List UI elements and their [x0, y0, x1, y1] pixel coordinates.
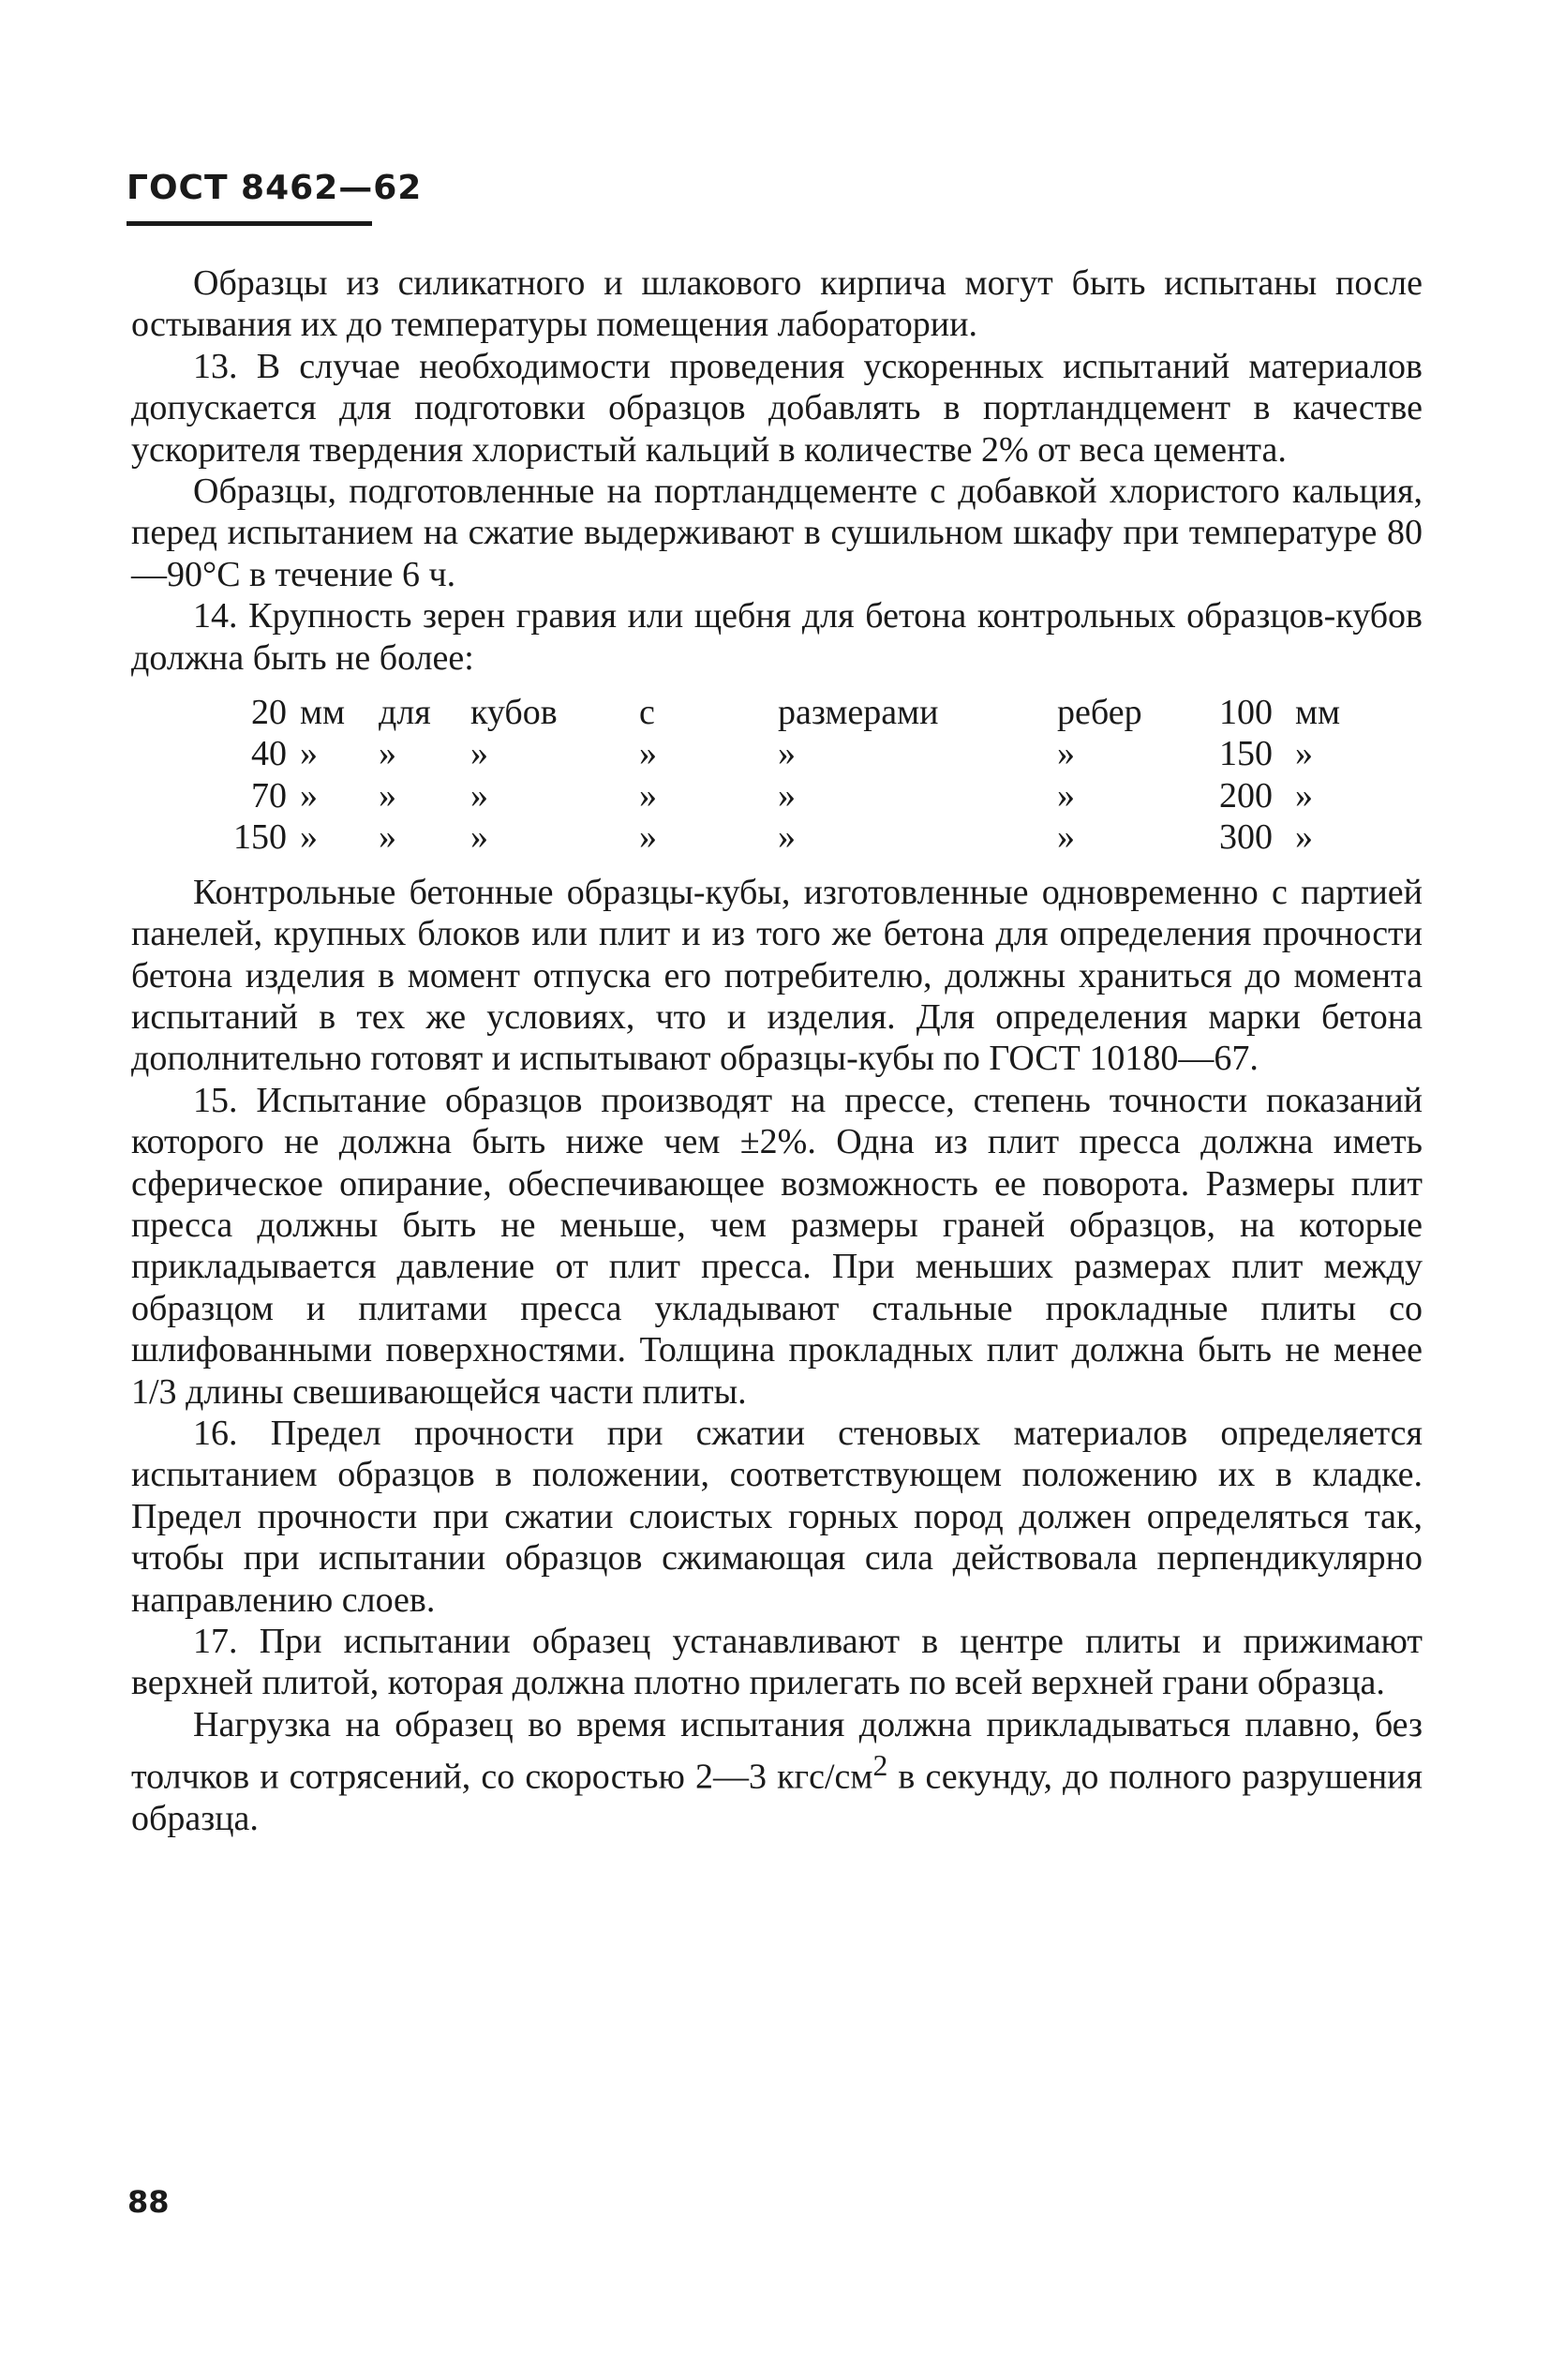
table-cell: 300	[1219, 817, 1273, 858]
table-cell: »	[1295, 817, 1313, 858]
table-row	[193, 692, 1361, 733]
table-cell: »	[470, 734, 488, 774]
table-cell: »	[300, 817, 318, 858]
table-cell: »	[1295, 775, 1313, 816]
table-cell: »	[1057, 734, 1075, 774]
table-cell: 70	[251, 775, 287, 816]
table-cell: размерами	[778, 693, 939, 733]
table-cell: 200	[1219, 775, 1273, 816]
paragraph-item-13: 13. В случае необходимости проведения ускоренных испытаний материалов допускается для подготовки образцов добавлять в портландцемент в качестве ускорителя твердения хлористый кальций в количестве 2% от веса цемента.	[131, 346, 1423, 470]
paragraph: Образцы, подготовленные на портландцементе с добавкой хлористого кальция, перед испытанием на сжатие выдерживают в сушильном шкафу при температуре 80—90°С в течение 6 ч.	[131, 472, 1423, 594]
table-cell: »	[470, 775, 488, 816]
superscript: 2	[872, 1749, 888, 1783]
paragraph: Образцы из силикатного и шлакового кирпича могут быть испытаны после остывания их до температуры помещения лаборатории.	[131, 263, 1423, 345]
table-cell: »	[778, 734, 796, 774]
table-cell: с	[639, 693, 655, 733]
table-cell: »	[470, 817, 488, 858]
paragraph-text: в секунду, до полного разрушения образца.	[131, 1757, 1423, 1839]
table-cell: ребер	[1057, 693, 1142, 733]
paragraph-text: длины свешивающейся части плиты.	[186, 1371, 747, 1412]
table-cell: »	[778, 817, 796, 858]
page-number: 88	[127, 2184, 170, 2220]
table-cell: »	[379, 775, 396, 816]
table-row	[193, 816, 1361, 858]
paragraph-text: 15. Испытание образцов производят на прессе, степень точности показаний которого не должна быть ниже чем ±2%. Одна из плит пресса должна иметь сферическое опирание, обеспечивающее возможность ее поворота. Размеры плит пресса должны быть не меньше, чем размеры граней образцов, на которые прикладывается давление от плит пресса. При меньших размерах плит между образцом и плитами пресса укладывают стальные прокладные плиты со шлифованными поверхностями. Толщина прокладных плит должна быть не менее	[131, 1080, 1423, 1370]
table-cell: мм	[1295, 693, 1341, 733]
paragraph-item-14: 14. Крупность зерен гравия или щебня для бетона контрольных образцов-кубов должна быть не более:	[131, 596, 1423, 678]
table-cell: »	[300, 734, 318, 774]
header-underline	[127, 221, 372, 226]
paragraph-item-15	[131, 1080, 1423, 1413]
table-cell: »	[1057, 775, 1075, 816]
table-cell: мм	[300, 693, 346, 733]
table-cell: 150	[233, 817, 287, 858]
table-cell: »	[379, 817, 396, 858]
table-cell: »	[300, 775, 318, 816]
paragraph-text: Нагрузка на образец во время испытания должна прикладываться плавно, без толчков и сотрясений, со скоростью 2—3 кгс/см	[131, 1704, 1423, 1797]
table-cell: 20	[251, 693, 287, 733]
table-row	[193, 775, 1361, 816]
table-cell: »	[778, 775, 796, 816]
table-cell: 40	[251, 734, 287, 774]
table-cell: »	[1295, 734, 1313, 774]
table-cell: »	[379, 734, 396, 774]
table-cell: »	[639, 734, 657, 774]
table-cell: 150	[1219, 734, 1273, 774]
table-cell: для	[379, 693, 431, 733]
table-cell: кубов	[470, 693, 558, 733]
paragraph: Контрольные бетонные образцы-кубы, изготовленные одновременно с партией панелей, крупных блоков или плит и из того же бетона для определения прочности бетона изделия в момент отпуска его потребителю, должны храниться до момента испытаний в тех же условиях, что и изделия. Для определения марки бетона дополнительно готовят и испытывают образцы-кубы по ГОСТ 10180—67.	[131, 872, 1423, 1079]
fraction: 1/3	[131, 1371, 177, 1412]
document-body	[131, 262, 1423, 1840]
paragraph-item-17: 17. При испытании образец устанавливают в центре плиты и прижимают верхней плитой, которая должна плотно прилегать по всей верхней грани образца.	[131, 1622, 1423, 1703]
table-cell: »	[639, 775, 657, 816]
page-header-standard-number: ГОСТ 8462—62	[127, 169, 423, 207]
table-cell: »	[639, 817, 657, 858]
table-row	[193, 733, 1361, 774]
table-cell: 100	[1219, 693, 1273, 733]
paragraph-item-16: 16. Предел прочности при сжатии стеновых материалов определяется испытанием образцов в положении, соответствующем положению их в кладке. Предел прочности при сжатии слоистых горных пород должен определяться так, чтобы при испытании образцов сжимающая сила действовала перпендикулярно направлению слоев.	[131, 1413, 1423, 1620]
table-cell: »	[1057, 817, 1075, 858]
aggregate-size-table	[193, 692, 1361, 859]
paragraph	[131, 1704, 1423, 1840]
